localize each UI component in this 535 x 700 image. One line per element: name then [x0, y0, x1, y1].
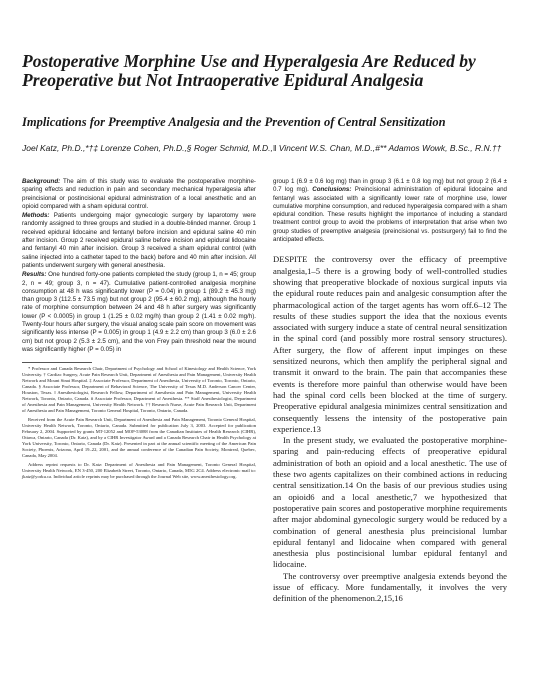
abstract-label: Background: — [22, 178, 61, 185]
abstract-label: Methods: — [22, 212, 50, 220]
abstract-text: Patients undergoing major gynecologic surgery by laparotomy were randomly assigned to three groups and studied in a double-blinded manner. Group 1 received epidural lidocaine and fentanyl before incision and epidural saline 40 min after incision. Group 2 received epidural saline before incision and epidural lidocaine and fentanyl 40 min after incision. Group 3 received a sham epidural control (with saline injected into a catheter taped to the back) before and 40 min after incision. All patients underwent surgery with general anesthesia. — [22, 212, 256, 269]
footnote-divider — [22, 362, 92, 363]
abstract-methods — [22, 212, 256, 270]
article-subtitle: Implications for Preemptive Analgesia and the Prevention of Central Sensitization — [22, 115, 446, 129]
article-title: Postoperative Morphine Use and Hyperalgesia Are Reduced by Preoperative but Not Intraoperative Epidural Analgesia — [22, 51, 476, 90]
abstract-results — [22, 271, 256, 354]
footnote-reprints: Address reprint requests to Dr. Katz: Department of Anesthesia and Pain Management, Toronto General Hospital, University Health Network, EN 3-450, 200 Elizabeth Street, Toronto, Ontario, Canada, M5G 2C4. Address electronic mail to: jkatz@yorku.ca. Individual article reprints may be purchased through the Journal Web site, www.anesthesiology.org. — [22, 462, 256, 480]
abstract-label: Results: — [22, 271, 47, 279]
right-column — [273, 178, 507, 605]
abstract-text: group 1 (6.9 ± 0.6 log mg) than in group 3 (6.1 ± 0.8 log mg) but not group 2 (6.4 ± 0.7 log mg). — [273, 178, 507, 194]
left-column — [22, 178, 256, 483]
author-list: Joel Katz, Ph.D.,*†‡ Lorenze Cohen, Ph.D.,§ Roger Schmid, M.D.,‖ Vincent W.S. Chan, M.D.,#** Adamos Wowk, B.Sc., R.N.†† — [22, 143, 502, 153]
abstract-label: Conclusions: — [312, 186, 352, 194]
abstract-text: One hundred forty-one patients completed the study (group 1, n = 45; group 2, n = 49; group 3, n = 47). Cumulative patient-controlled analgesia morphine consumption at 48 h was significantly lower (P = 0.04) in group 1 (89.2 ± 45.3 mg) than group 3 (112.5 ± 73.5 mg) but not group 2 (95.4 ± 60.2 mg), although the hourly rate of morphine consumption between 24 and 48 h after surgery was significantly lower (P < 0.0005) in group 1 (1.25 ± 0.02 mg/h) than group 2 (1.41 ± 0.02 mg/h). Twenty-four hours after surgery, the visual analog scale pain score on movement was significantly less intense (P = 0.005) in group 1 (4.9 ± 2.2 cm) than group 3 (6.0 ± 2.6 cm) but not group 2 (5.3 ± 2.5 cm), and the von Frey pain threshold near the wound was significantly higher (P = 0.05) in — [22, 271, 256, 353]
abstract-text: The aim of this study was to evaluate the postoperative morphine-sparing effects and reduction in pain and secondary mechanical hyperalgesia after preincisional or postincisional epidural administration of a local anesthetic and an opioid compared with a sham epidural control. — [22, 178, 256, 210]
abstract-results-continued — [273, 178, 507, 244]
body-paragraph: In the present study, we evaluated the postoperative morphine-sparing and pain-reducing effects of preoperative epidural administration of both an opioid and a local anesthetic. The use of these two agents capitalizes on their combined actions in reducing central sensitization.14 On the basis of our previous studies using an opioid6 and a local anesthetic,7 we hypothesized that postoperative pain scores and postoperative morphine requirements after major abdominal gynecologic surgery would be reduced by a combination of general anesthesia plus preincisional lumbar epidural fentanyl and lidocaine when compared with general anesthesia plus postincisional lumbar epidural fentanyl and lidocaine. — [273, 435, 507, 570]
footnote-affiliations: * Professor and Canada Research Chair, Department of Psychology and School of Kinesiology and Health Science, York University. † Cardiac Surgery, Acute Pain Research Unit, Department of Anesthesia and Pain Management, University Health Network and Mount Sinai Hospital. ‡ Associate Professor, Department of Anesthesia, University of Toronto, Toronto, Ontario, Canada. § Associate Professor, Department of Behavioral Science, The University of Texas M.D. Anderson Cancer Center, Houston, Texas. ‖ Anesthesiologist, Research Fellow, Department of Anesthesia and Pain Management, University Health Network, Toronto, Ontario, Canada. # Associate Professor, Department of Anesthesia. ** Staff Anesthesiologist, Department of Anesthesia and Pain Management, University Health Network. †† Research Nurse, Acute Pain Research Unit, Department of Anesthesia and Pain Management, Toronto General Hospital, Toronto, Ontario, Canada. — [22, 366, 256, 414]
abstract-text: Preincisional administration of epidural lidocaine and fentanyl was associated with a significantly lower rate of morphine use, lower cumulative morphine consumption, and reduced hyperalgesia compared with a sham epidural condition. These results highlight the importance of including a standard treatment control group to avoid the problems of interpretation that arise when two group studies of preemptive analgesia (preincisional vs. postsurgery) fail to find the anticipated effects. — [273, 186, 507, 244]
abstract-background — [22, 178, 256, 211]
body-paragraph: DESPITE the controversy over the efficacy of preemptive analgesia,1–5 there is a growing body of well-controlled studies showing that preoperative blockade of noxious surgical inputs via the epidural route reduces pain and analgesic consumption after the pharmacological action of the target agents has worn off.6–12 The results of these studies support the idea that the noxious events associated with surgery induce a state of central neural sensitization in the spinal cord (and possibly more rostral sensory structures). After surgery, the flow of afferent input impinges on these sensitized neurons, which then amplify the peripheral signal and transmit it onward to the brain. The pain that accompanies these events is therefore more painful than otherwise would have been had the spinal cord cells been blocked at the time of surgery. Preoperative epidural analgesia minimizes central sensitization and consequently lessens the intensity of the postoperative pain experience.13 — [273, 254, 507, 434]
body-paragraph: The controversy over preemptive analgesia extends beyond the issue of efficacy. More fundamentally, it involves the very definition of the phenomenon.2,15,16 — [273, 570, 507, 604]
footnote-received: Received from the Acute Pain Research Unit, Department of Anesthesia and Pain Management, Toronto General Hospital, University Health Network, Toronto, Ontario, Canada. Submitted for publication July 3, 2003. Accepted for publication February 2, 2004. Supported by grants MT-12052 and MOP-53088 from the Canadian Institutes of Health Research (CIHR), Ottawa, Ontario, Canada (Dr. Katz), and by a CIHR Investigator Award and a Canada Research Chair in Health Psychology at York University, Toronto, Ontario, Canada (Dr. Katz). Presented in part at the annual scientific meeting of the American Pain Society, Phoenix, Arizona, April 19–22, 2001, and the annual conference of the Canadian Pain Society, Montreal, Quebec, Canada, May 2004. — [22, 417, 256, 459]
